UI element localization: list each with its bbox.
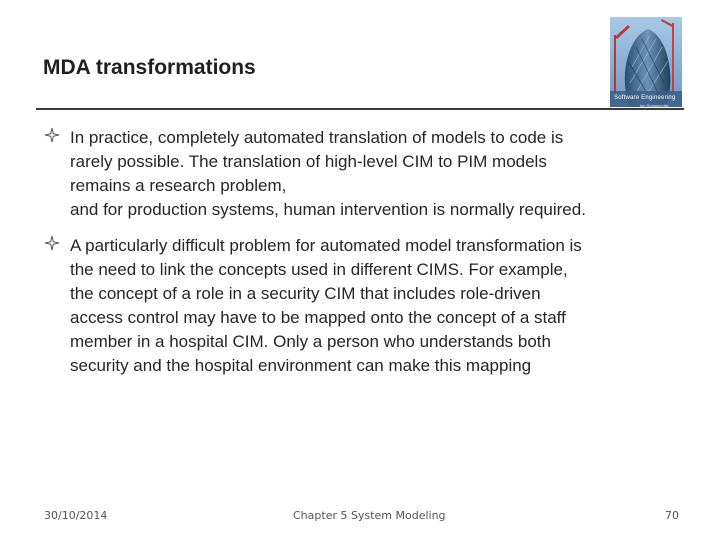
footer-chapter: Chapter 5 System Modeling [293, 509, 446, 522]
bullet-item [44, 234, 694, 378]
bullet-text-line: and for production systems, human intervention is normally required. [70, 200, 586, 219]
four-point-star-bullet-icon [44, 127, 60, 143]
bullet-text-line: the need to link the concepts used in different CIMS. For example, [70, 260, 568, 279]
cover-author-text: Ian Sommerville [640, 103, 669, 107]
footer-date: 30/10/2014 [44, 509, 108, 522]
bullet-text-line: access control may have to be mapped onto the concept of a staff [70, 308, 566, 327]
footer-page-number: 70 [665, 509, 679, 522]
bullet-text-line: A particularly difficult problem for automated model transformation is [70, 236, 582, 255]
title-divider [36, 108, 684, 110]
slide-title: MDA transformations [43, 56, 256, 79]
bullet-text-line: remains a research problem, [70, 176, 287, 195]
gherkin-building-icon [610, 17, 682, 107]
bullet-text-line: In practice, completely automated translation of models to code is [70, 128, 564, 147]
bullet-item [44, 126, 694, 222]
four-point-star-bullet-icon [44, 235, 60, 251]
bullet-text-line: security and the hospital environment can make this mapping [70, 356, 532, 375]
bullet-text-line: the concept of a role in a security CIM that includes role-driven [70, 284, 541, 303]
cover-title-text: Software Engineering [614, 95, 676, 101]
bullet-list [44, 126, 694, 390]
bullet-text-line: rarely possible. The translation of high-level CIM to PIM models [70, 152, 547, 171]
book-cover-image [610, 17, 682, 107]
bullet-text-line: member in a hospital CIM. Only a person who understands both [70, 332, 551, 351]
